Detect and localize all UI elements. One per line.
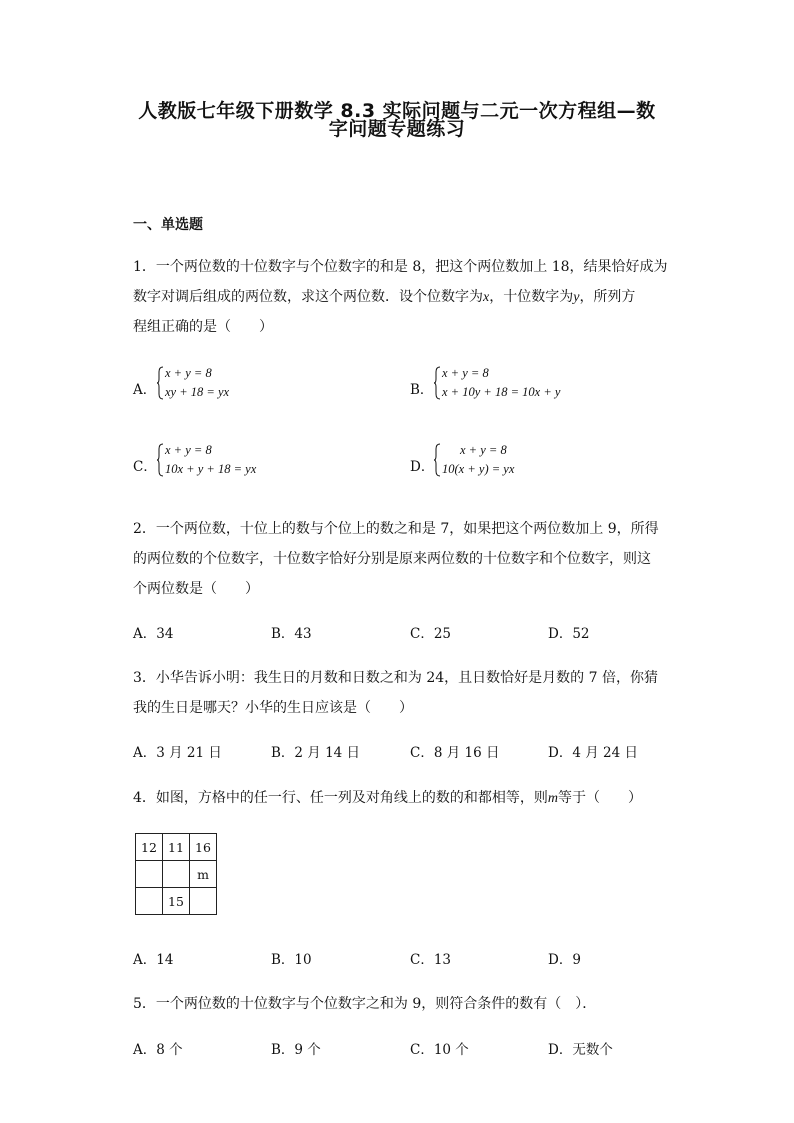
q1-option-a-eq1: x + y = 8 [165, 366, 212, 380]
grid-cell [190, 888, 217, 915]
q2-option-a[interactable]: A．34 [133, 626, 174, 642]
q1-option-c-label: C． [133, 459, 157, 475]
q3-option-a[interactable]: A．3 月 21 日 [133, 745, 222, 761]
q2-text-line-3: 个两位数是（ ） [133, 581, 259, 597]
grid-cell: 16 [190, 834, 217, 861]
q1-text-line-2: 数字对调后组成的两位数，求这个两位数．设个位数字为x，十位数字为y，所列方 [133, 289, 636, 305]
q3-option-b[interactable]: B．2 月 14 日 [271, 745, 361, 761]
q2-option-c[interactable]: C．25 [410, 626, 452, 642]
q4-option-c[interactable]: C．13 [410, 952, 452, 968]
q3-text-line-1: 3．小华告诉小明：我生日的月数和日数之和为 24，且日数恰好是月数的 7 倍，你猜 [133, 670, 658, 686]
q2-text-line-1: 2．一个两位数，十位上的数与个位上的数之和是 7，如果把这个两位数加上 9，所得 [133, 521, 659, 537]
q5-option-c[interactable]: C．10 个 [410, 1042, 469, 1058]
q1-option-d-eq2: 10(x + y) = yx [442, 462, 515, 476]
q1-option-d-label: D． [410, 459, 435, 475]
q1-option-b-label: B． [410, 382, 434, 398]
document-title-line-2: 字问题专题练习 [328, 118, 466, 140]
grid-cell: m [190, 861, 217, 888]
brace-icon [434, 366, 440, 400]
q5-option-d[interactable]: D．无数个 [548, 1042, 613, 1058]
grid-row [136, 861, 217, 888]
brace-icon [157, 443, 163, 477]
q4-option-b[interactable]: B．10 [271, 952, 312, 968]
q1-var-y: y [573, 290, 580, 305]
grid-cell: 15 [163, 888, 190, 915]
q3-text-line-2: 我的生日是哪天？小华的生日应该是（ ） [133, 700, 413, 716]
grid-row [136, 888, 217, 915]
q1-option-c-eq1: x + y = 8 [165, 443, 212, 457]
q4-text-line-1: 4．如图，方格中的任一行、任一列及对角线上的数的和都相等，则m等于（ ） [133, 790, 643, 806]
q4-var-m: m [547, 791, 559, 806]
brace-icon [434, 443, 440, 477]
grid-cell: 11 [163, 834, 190, 861]
q5-option-b[interactable]: B．9 个 [271, 1042, 321, 1058]
grid-cell [136, 888, 163, 915]
q2-text-line-2: 的两位数的个位数字，十位数字恰好分别是原来两位数的十位数字和个位数字，则这 [133, 551, 651, 567]
q3-option-d[interactable]: D．4 月 24 日 [548, 745, 638, 761]
q1-option-b-eq2: x + 10y + 18 = 10x + y [442, 385, 561, 399]
grid-row [136, 834, 217, 861]
q1-option-d-eq1: x + y = 8 [460, 443, 507, 457]
q1-option-c-eq2: 10x + y + 18 = yx [165, 462, 257, 476]
grid-cell [136, 861, 163, 888]
magic-square-grid [135, 833, 217, 915]
grid-cell [163, 861, 190, 888]
grid-cell: 12 [136, 834, 163, 861]
document-title-line-1: 人教版七年级下册数学 8.3 实际问题与二元一次方程组—数 [138, 100, 656, 122]
q1-option-a-label: A． [133, 382, 157, 398]
q5-option-a[interactable]: A．8 个 [133, 1042, 183, 1058]
q2-option-d[interactable]: D．52 [548, 626, 590, 642]
q4-option-a[interactable]: A．14 [133, 952, 174, 968]
q2-option-b[interactable]: B．43 [271, 626, 312, 642]
q1-text-line-3: 程组正确的是（ ） [133, 319, 273, 335]
q1-option-a-eq2: xy + 18 = yx [165, 385, 230, 399]
q1-text-line-1: 1．一个两位数的十位数字与个位数字的和是 8，把这个两位数加上 18，结果恰好成为 [133, 259, 668, 275]
q5-text-line-1: 5．一个两位数的十位数字与个位数字之和为 9，则符合条件的数有（ ）． [133, 996, 597, 1012]
q1-var-x: x [483, 290, 490, 305]
section-heading: 一、单选题 [133, 217, 203, 233]
q3-option-c[interactable]: C．8 月 16 日 [410, 745, 500, 761]
q4-option-d[interactable]: D．9 [548, 952, 581, 968]
q1-option-b-eq1: x + y = 8 [442, 366, 489, 380]
brace-icon [157, 366, 163, 400]
